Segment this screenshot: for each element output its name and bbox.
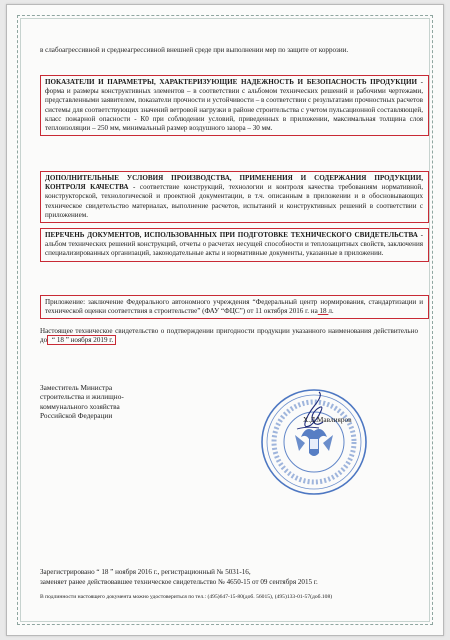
signer-line: строительства и жилищно- [40, 392, 124, 402]
section-conditions-body: - соответствие конструкций, технологии и контроля качества требованиям нормативной, конструкторской, технологической и проектной документации, в т.ч. описанным в приложении и в обосновывающих техническое свидетельство материалах, выполнение расчетов, испытаний и конструктивных решений в соответствии с приложением. [45, 183, 423, 219]
validity-paragraph [40, 327, 418, 345]
section-documents-body: - альбом технических решений конструкций, отчеты о расчетах несущей способности и теплозащитных свойств, заключения специализированных организаций, законодательные акты и нормативные документы, указанные в приложении. [45, 231, 423, 258]
section-reliability-heading: ПОКАЗАТЕЛИ И ПАРАМЕТРЫ, ХАРАКТЕРИЗУЮЩИЕ НАДЕЖНОСТЬ И БЕЗОПАСНОСТЬ ПРОДУКЦИИ [45, 78, 418, 86]
section-documents [40, 228, 429, 262]
section-conditions [40, 171, 429, 223]
intro-text: в слабоагрессивной и среднеагрессивной внешней среде при выполнении мер по защите от коррозии. [40, 46, 349, 54]
intro-paragraph [40, 46, 418, 55]
registration-line: Зарегистрировано “ 18 ” ноября 2016 г., регистрационный № 5031-16, [40, 568, 251, 576]
section-reliability [40, 75, 429, 136]
appendix-pages: 18 [317, 307, 329, 316]
appendix-text: Приложение: заключение Федерального автономного учреждения “Федеральный центр нормирования, стандартизации и технической оценки соответствия в строительстве” (ФАУ “ФЦС”) от 11 октября 2016 г. на [45, 298, 423, 316]
validity-date: “ 18 ” ноября 2019 г. [47, 335, 116, 345]
appendix-suffix: л. [328, 307, 334, 316]
section-conditions-heading: ДОПОЛНИТЕЛЬНЫЕ УСЛОВИЯ ПРОИЗВОДСТВА, ПРИМЕНЕНИЯ И СОДЕРЖАНИЯ ПРОДУКЦИИ, КОНТРОЛЯ КАЧЕСТВА [45, 174, 423, 192]
signer-line: Российской Федерации [40, 411, 113, 421]
registration-block [40, 568, 420, 587]
signer-title [40, 383, 170, 421]
section-documents-heading: ПЕРЕЧЕНЬ ДОКУМЕНТОВ, ИСПОЛЬЗОВАННЫХ ПРИ ПОДГОТОВКЕ ТЕХНИЧЕСКОГО СВИДЕТЕЛЬСТВА [45, 231, 418, 239]
signer-line: коммунального хозяйства [40, 401, 120, 411]
verification-footer: В подлинности настоящего документа можно удостовериться по тел.: (495)647-15-80(доб. 56015), (495)133-01-57(доб.108) [40, 594, 333, 600]
section-reliability-body: - форма и размеры конструктивных элементов – в соответствии с альбомом технических решений и рабочими чертежами, представленными заявителем, показатели прочности и устойчивости – в соответствии с результатами прочностных расчетов системы для соответствующих значений ветровой нагрузки в районе строительства с учетом пульсационной составляющей, класс пожарной опасности - К0 при соблюдении условий, приведенных в приложении, максимальная толщина слоя теплоизоляции – 250 мм, минимальный размер воздушного зазора – 30 мм. [45, 78, 423, 133]
validity-text: Настоящее техническое свидетельство о подтверждении пригодности продукции указанного наименования действительно до [40, 327, 418, 345]
signer-line: Заместитель Министра [40, 383, 113, 392]
signature-icon [293, 389, 329, 433]
signer-name: Х.Д.Мавлияров [303, 415, 352, 424]
appendix-box [40, 295, 429, 319]
document-page [6, 4, 444, 636]
registration-line: заменяет ранее действовавшее техническое свидетельство № 4650-15 от 09 сентября 2015 г. [40, 577, 318, 586]
